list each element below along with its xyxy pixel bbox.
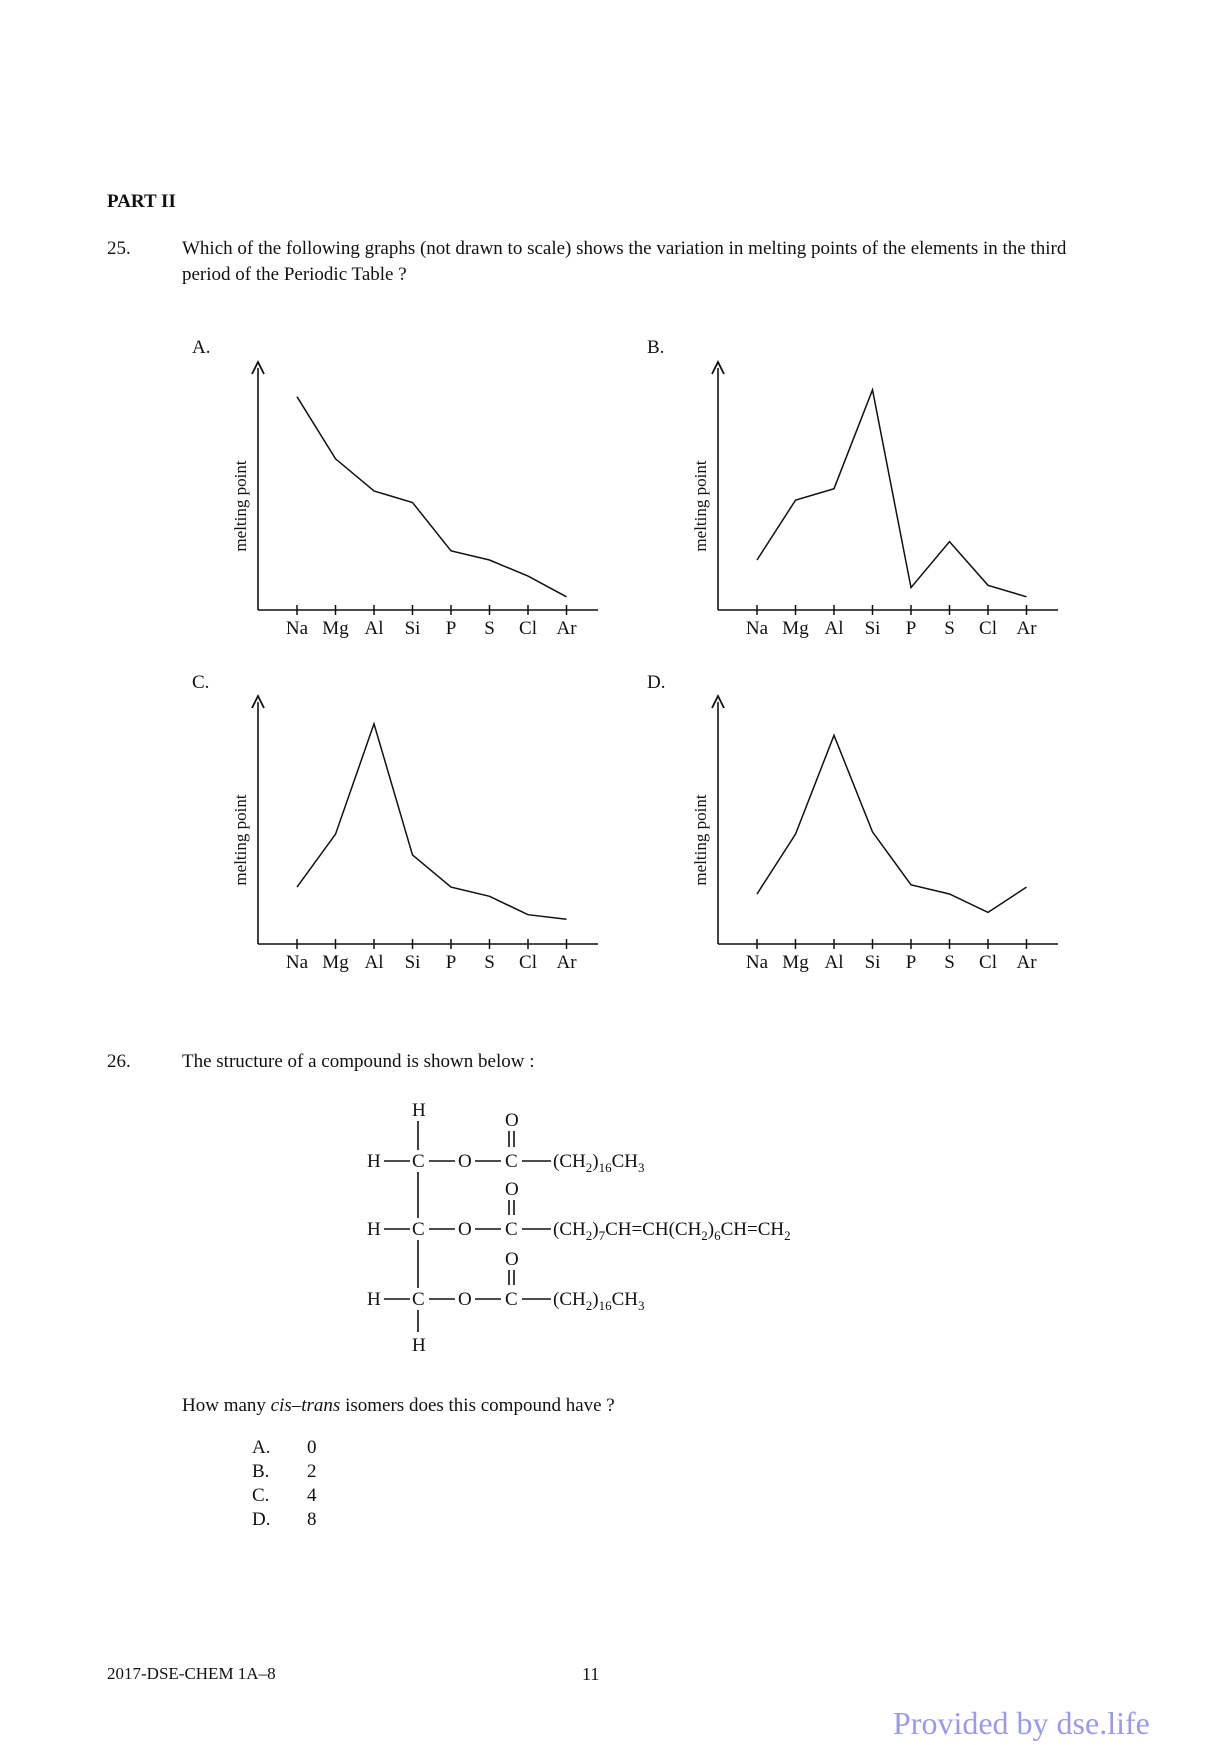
atom-o-carbonyl2: O	[505, 1179, 519, 1200]
graph-a-ylabel: melting point	[231, 460, 250, 552]
atom-h-top: H	[412, 1100, 426, 1121]
structure-diagram	[355, 1095, 875, 1355]
graph-b-tick-label: P	[905, 618, 917, 639]
atom-h-bottom: H	[412, 1335, 426, 1355]
graph-b-tick-label: Mg	[782, 618, 809, 639]
graph-c-tick-label: Mg	[322, 952, 349, 973]
graph-d-tick-label: Cl	[979, 952, 997, 973]
watermark: Provided by dse.life	[893, 1705, 1150, 1741]
graph-b	[675, 356, 1065, 661]
footer-page-number: 11	[582, 1664, 600, 1684]
graph-b-label: B.	[647, 337, 665, 358]
graph-c-ylabel: melting point	[231, 794, 250, 886]
graph-d-tick-label: Na	[745, 952, 769, 973]
graph-c-tick-label: Si	[404, 952, 421, 973]
atom-h-row3: H	[367, 1289, 381, 1310]
question-26-text: How many cis–trans isomers does this compound have ?	[182, 1395, 615, 1416]
atom-o-row1: O	[458, 1151, 472, 1172]
graph-b-series-line	[757, 390, 1027, 597]
atom-c-row2: C	[412, 1219, 425, 1240]
graph-d	[675, 690, 1065, 995]
atom-o-row3: O	[458, 1289, 472, 1310]
graph-c-tick-label: Al	[364, 952, 384, 973]
graph-a-tick-label: Na	[285, 618, 309, 639]
graph-d-tick-label: Ar	[1016, 952, 1037, 973]
atom-h-row1: H	[367, 1151, 381, 1172]
graph-b-tick-label: S	[944, 618, 955, 639]
graph-c-tick-label: S	[484, 952, 495, 973]
question-26-answers	[252, 1437, 317, 1533]
answer-row[interactable]: D. 8	[252, 1509, 317, 1530]
graph-b-tick-label: Al	[824, 618, 844, 639]
chain-3: $(CH_2)_{16}CH_3$	[553, 1289, 645, 1313]
chain-2: $(CH_2)_7CH=CH(CH_2)_6CH=CH_2$	[553, 1219, 791, 1243]
question-26-intro: The structure of a compound is shown below :	[182, 1051, 535, 1072]
question-25-number: 25.	[107, 238, 131, 259]
graph-b-tick-label: Si	[864, 618, 881, 639]
atom-c-row3: C	[412, 1289, 425, 1310]
graph-a-tick-label: Mg	[322, 618, 349, 639]
graph-c	[215, 690, 605, 995]
graph-b-tick-label: Cl	[979, 618, 997, 639]
graph-c-tick-label: Ar	[556, 952, 577, 973]
graph-c-series-line	[297, 724, 567, 920]
atom-o-row2: O	[458, 1219, 472, 1240]
graph-d-label: D.	[647, 672, 666, 693]
atom-o-carbonyl3: O	[505, 1249, 519, 1270]
graph-a	[215, 356, 605, 661]
graph-c-tick-label: Cl	[519, 952, 537, 973]
graph-c-tick-label: Na	[285, 952, 309, 973]
graph-a-tick-label: Al	[364, 618, 384, 639]
graph-b-ylabel: melting point	[691, 460, 710, 552]
graph-c-label: C.	[192, 672, 210, 693]
part-title: PART II	[107, 191, 176, 212]
graph-c-svg	[215, 690, 605, 990]
graph-c-tick-label: P	[445, 952, 457, 973]
atom-c-carbonyl1: C	[505, 1151, 518, 1172]
graph-a-tick-label: Ar	[556, 618, 577, 639]
graph-d-ylabel: melting point	[691, 794, 710, 886]
graph-a-tick-label: S	[484, 618, 495, 639]
graph-b-tick-label: Ar	[1016, 618, 1037, 639]
graph-b-tick-label: Na	[745, 618, 769, 639]
graph-d-tick-label: S	[944, 952, 955, 973]
graph-d-tick-label: P	[905, 952, 917, 973]
atom-c-carbonyl2: C	[505, 1219, 518, 1240]
graph-d-tick-label: Al	[824, 952, 844, 973]
atom-c-row1: C	[412, 1151, 425, 1172]
graph-a-tick-label: Si	[404, 618, 421, 639]
atom-o-carbonyl1: O	[505, 1110, 519, 1131]
atom-c-carbonyl3: C	[505, 1289, 518, 1310]
graph-a-tick-label: P	[445, 618, 457, 639]
chain-1: $(CH_2)_{16}CH_3$	[553, 1151, 645, 1175]
graph-b-svg	[675, 356, 1065, 656]
graph-d-tick-label: Mg	[782, 952, 809, 973]
question-26-number: 26.	[107, 1051, 131, 1072]
graph-a-tick-label: Cl	[519, 618, 537, 639]
graph-d-svg	[675, 690, 1065, 990]
answer-row[interactable]: A. 0	[252, 1437, 317, 1458]
atom-h-row2: H	[367, 1219, 381, 1240]
graph-a-label: A.	[192, 337, 211, 358]
graph-a-svg	[215, 356, 605, 656]
graph-d-tick-label: Si	[864, 952, 881, 973]
footer-paper-code: 2017-DSE-CHEM 1A–8	[107, 1664, 276, 1683]
graph-a-series-line	[297, 397, 567, 597]
question-25-text: Which of the following graphs (not drawn to scale) shows the variation in melting points of the elements in the third period of the Periodic Table ?	[182, 238, 1067, 285]
answer-row[interactable]: C. 4	[252, 1485, 317, 1506]
answer-row[interactable]: B. 2	[252, 1461, 317, 1482]
graph-d-series-line	[757, 735, 1027, 912]
